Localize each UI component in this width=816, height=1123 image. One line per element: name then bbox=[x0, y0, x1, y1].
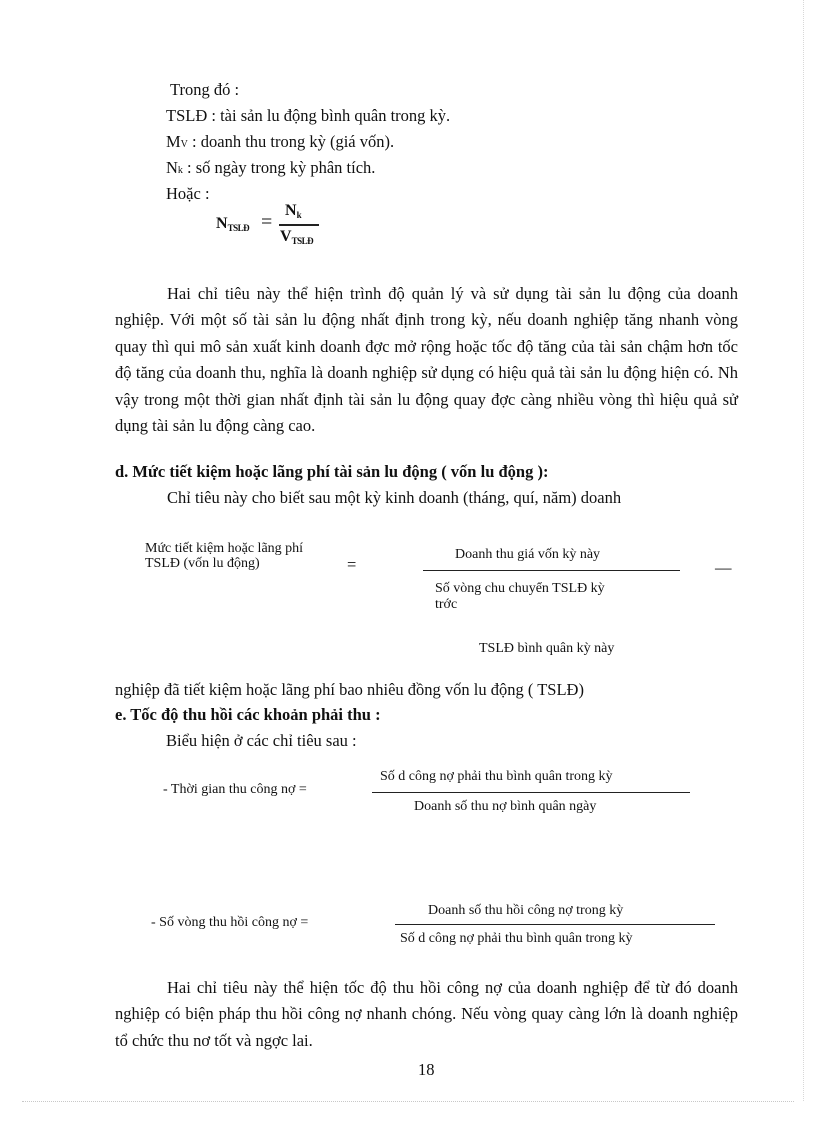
formula2-lhs-line1: Mức tiết kiệm hoặc lãng phí bbox=[145, 541, 304, 556]
mv-text: : doanh thu trong kỳ (giá vốn). bbox=[187, 132, 395, 151]
formula2-subtrahend: TSLĐ bình quân kỳ này bbox=[479, 641, 615, 656]
definitions-intro: Trong đó : bbox=[170, 80, 240, 99]
formula4-fraction-bar bbox=[395, 924, 715, 925]
nk-sub: k bbox=[177, 165, 183, 176]
formula3-denominator: Doanh số thu nợ bình quân ngày bbox=[414, 799, 597, 814]
formula4-lhs: - Số vòng thu hồi công nợ = bbox=[151, 915, 309, 930]
formula1-fraction-bar bbox=[279, 224, 319, 226]
paragraph-e: Biểu hiện ở các chỉ tiêu sau : bbox=[166, 731, 357, 750]
formula1-numerator: $N_k$ bbox=[285, 202, 302, 220]
nk-symbol: N bbox=[166, 158, 178, 177]
formula3-lhs: - Thời gian thu công nợ = bbox=[163, 782, 307, 797]
formula4-denominator: Số d công nợ phải thu bình quân trong kỳ bbox=[400, 931, 633, 946]
paragraph-final: Hai chỉ tiêu này thể hiện tốc độ thu hồi công nợ của doanh nghiệp để từ đó doanh nghiệp có biện pháp thu hồi công nợ nhanh chóng. Nếu vòng quay càng lớn là doanh nghiệp tổ chức thu nơ tốt và ngợc lai. bbox=[115, 978, 738, 1050]
definition-mv bbox=[166, 132, 394, 155]
definition-tsld: TSLĐ : tài sản lu động bình quân trong kỳ. bbox=[166, 106, 451, 125]
page-number: 18 bbox=[418, 1060, 435, 1079]
definition-hoac: Hoặc : bbox=[166, 184, 210, 203]
formula2-minus: — bbox=[715, 558, 732, 577]
formula2-equals: = bbox=[347, 555, 357, 574]
formula2-fraction-bar bbox=[423, 570, 680, 571]
formula1-lhs: $N_{TSLĐ}$ bbox=[216, 215, 250, 233]
formula2-denominator-line1: Số vòng chu chuyển TSLĐ kỳ bbox=[435, 581, 605, 596]
formula2-numerator: Doanh thu giá vốn kỳ này bbox=[455, 547, 601, 562]
paragraph-d2: nghiệp đã tiết kiệm hoặc lãng phí bao nhiêu đồng vốn lu động ( TSLĐ) bbox=[115, 680, 584, 699]
formula2-lhs-line2: TSLĐ (vốn lu động) bbox=[145, 556, 260, 571]
formula3-fraction-bar bbox=[372, 792, 690, 793]
heading-d: d. Mức tiết kiệm hoặc lãng phí tài sản lu động ( vốn lu động ): bbox=[115, 462, 549, 481]
formula4-numerator: Doanh số thu hồi công nợ trong kỳ bbox=[428, 903, 624, 918]
formula1-equals: = bbox=[261, 211, 273, 233]
mv-sub: V bbox=[180, 139, 188, 150]
paragraph-1: Hai chỉ tiêu này thể hiện trình độ quản lý và sử dụng tài sản lu động của doanh nghiệp. Với một số tài sản lu động nhất định trong kỳ, nếu doanh nghiệp tăng nhanh vòng quay thì qui mô sản xuất kinh doanh đợc mở rộng hoặc tốc độ tăng của tài sản chậm hơn tốc độ tăng của doanh thu, nghĩa là doanh nghiệp sử dụng có hiệu quả tài sản lu động hiện có. Nh vậy trong một thời gian nhất định tài sản lu động quay đợc càng nhiều vòng thì hiệu quả sử dụng tài sản lu động càng cao. bbox=[115, 284, 738, 436]
formula1-denominator: $V_{TSLĐ}$ bbox=[280, 228, 314, 246]
page-right-guide bbox=[803, 0, 804, 1101]
heading-e: e. Tốc độ thu hồi các khoản phải thu : bbox=[115, 705, 381, 724]
formula2-denominator-line2: trớc bbox=[435, 597, 458, 612]
mv-symbol: M bbox=[166, 132, 181, 151]
formula3-numerator: Số d công nợ phải thu bình quân trong kỳ bbox=[380, 769, 613, 784]
page-bottom-guide bbox=[22, 1101, 794, 1102]
paragraph-d: Chỉ tiêu này cho biết sau một kỳ kinh doanh (tháng, quí, năm) doanh bbox=[167, 488, 622, 507]
definition-nk bbox=[166, 158, 375, 181]
nk-text: : số ngày trong kỳ phân tích. bbox=[182, 158, 376, 177]
